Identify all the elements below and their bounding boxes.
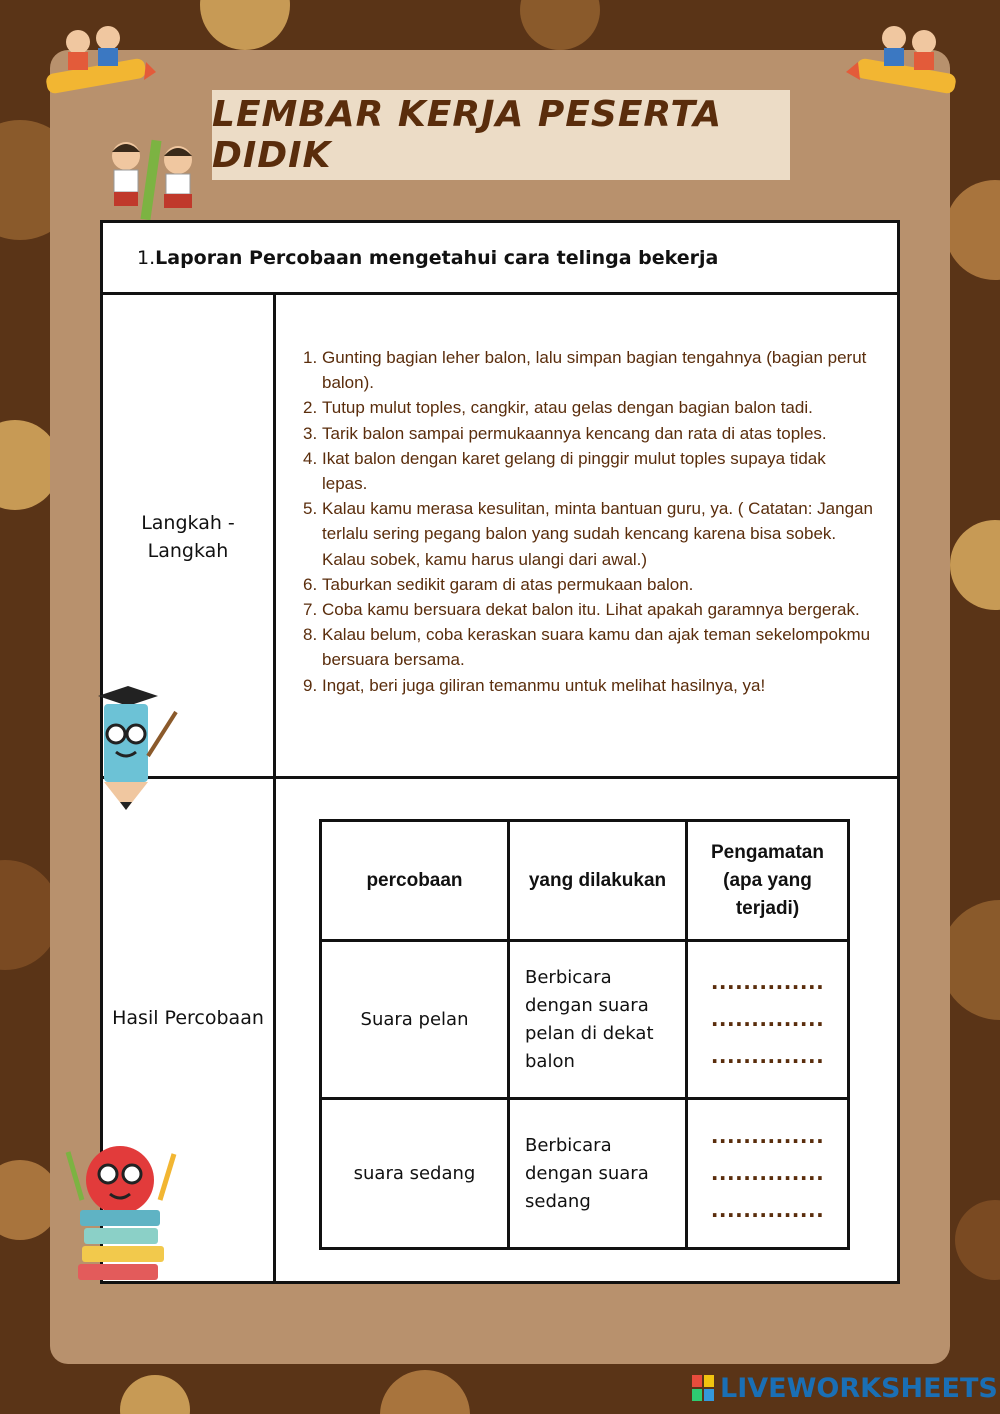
answer-blank[interactable]: .............. (710, 970, 825, 994)
watermark (692, 1370, 998, 1406)
table-row (321, 941, 849, 1099)
column-header: Pengamatan (apa yang terjadi) (687, 821, 849, 941)
steps-list (303, 345, 875, 698)
liveworksheets-logo-icon (692, 1375, 714, 1401)
action-cell: Berbicara dengan suara pelan di dekat balon (509, 941, 687, 1099)
observation-cell[interactable] (687, 1099, 849, 1249)
list-item: 8. Kalau belum, coba keraskan suara kamu dan ajak teman sekelompokmu bersuara bersama. (303, 625, 871, 670)
trial-cell: Suara pelan (321, 941, 509, 1099)
list-item: 9. Ingat, beri juga giliran temanmu untuk melihat hasilnya, ya! (303, 675, 766, 695)
action-cell: Berbicara dengan suara sedang (509, 1099, 687, 1249)
pencil-mascot-icon (80, 686, 180, 812)
column-header: percobaan (321, 821, 509, 941)
list-item: 5. Kalau kamu merasa kesulitan, minta bantuan guru, ya. ( Catatan: Jangan terlalu sering pegang balon yang sudah kencang karena bisa sobek. Kalau sobek, kamu harus ulangi dari awal.) (303, 499, 873, 569)
section-header (103, 223, 897, 295)
section-title: Laporan Percobaan mengetahui cara telinga bekerja (155, 246, 719, 269)
list-item: 6. Taburkan sedikit garam di atas permukaan balon. (303, 574, 694, 594)
table-header-row (321, 821, 849, 941)
steps-label: Langkah - Langkah (141, 512, 235, 562)
answer-blank[interactable]: .............. (710, 1124, 825, 1148)
watermark-text: LIVEWORKSHEETS (720, 1372, 998, 1404)
list-item: 1. Gunting bagian leher balon, lalu simpan bagian tengahnya (bagian perut balon). (303, 348, 867, 393)
trial-cell: suara sedang (321, 1099, 509, 1249)
answer-blank[interactable]: .............. (710, 1198, 825, 1222)
column-divider (273, 295, 276, 1284)
apple-books-icon (62, 1140, 180, 1288)
column-header: yang dilakukan (509, 821, 687, 941)
list-item: 4. Ikat balon dengan karet gelang di pinggir mulut toples supaya tidak lepas. (303, 448, 826, 494)
answer-blank[interactable]: .............. (710, 1007, 825, 1031)
list-item: 2. Tutup mulut toples, cangkir, atau gelas dengan bagian balon tadi. (303, 398, 813, 418)
results-label: Hasil Percobaan (112, 1007, 264, 1029)
list-item: 7. Coba kamu bersuara dekat balon itu. Lihat apakah garamnya bergerak. (303, 600, 860, 620)
list-item: 3. Tarik balon sampai permukaannya kencang dan rata di atas toples. (303, 423, 827, 443)
answer-blank[interactable]: .............. (710, 1161, 825, 1185)
section-number: 1. (137, 246, 156, 269)
students-with-pencil-icon (104, 136, 204, 228)
worksheet-table (100, 220, 900, 1284)
observation-table (319, 819, 850, 1250)
title-banner (212, 90, 790, 180)
answer-blank[interactable]: .............. (710, 1044, 825, 1068)
table-row (321, 1099, 849, 1249)
observation-cell[interactable] (687, 941, 849, 1099)
row-divider (103, 776, 897, 779)
kids-pencil-icon (846, 14, 964, 100)
page-title: LEMBAR KERJA PESERTA DIDIK (212, 94, 723, 176)
kids-pencil-icon (38, 14, 156, 100)
